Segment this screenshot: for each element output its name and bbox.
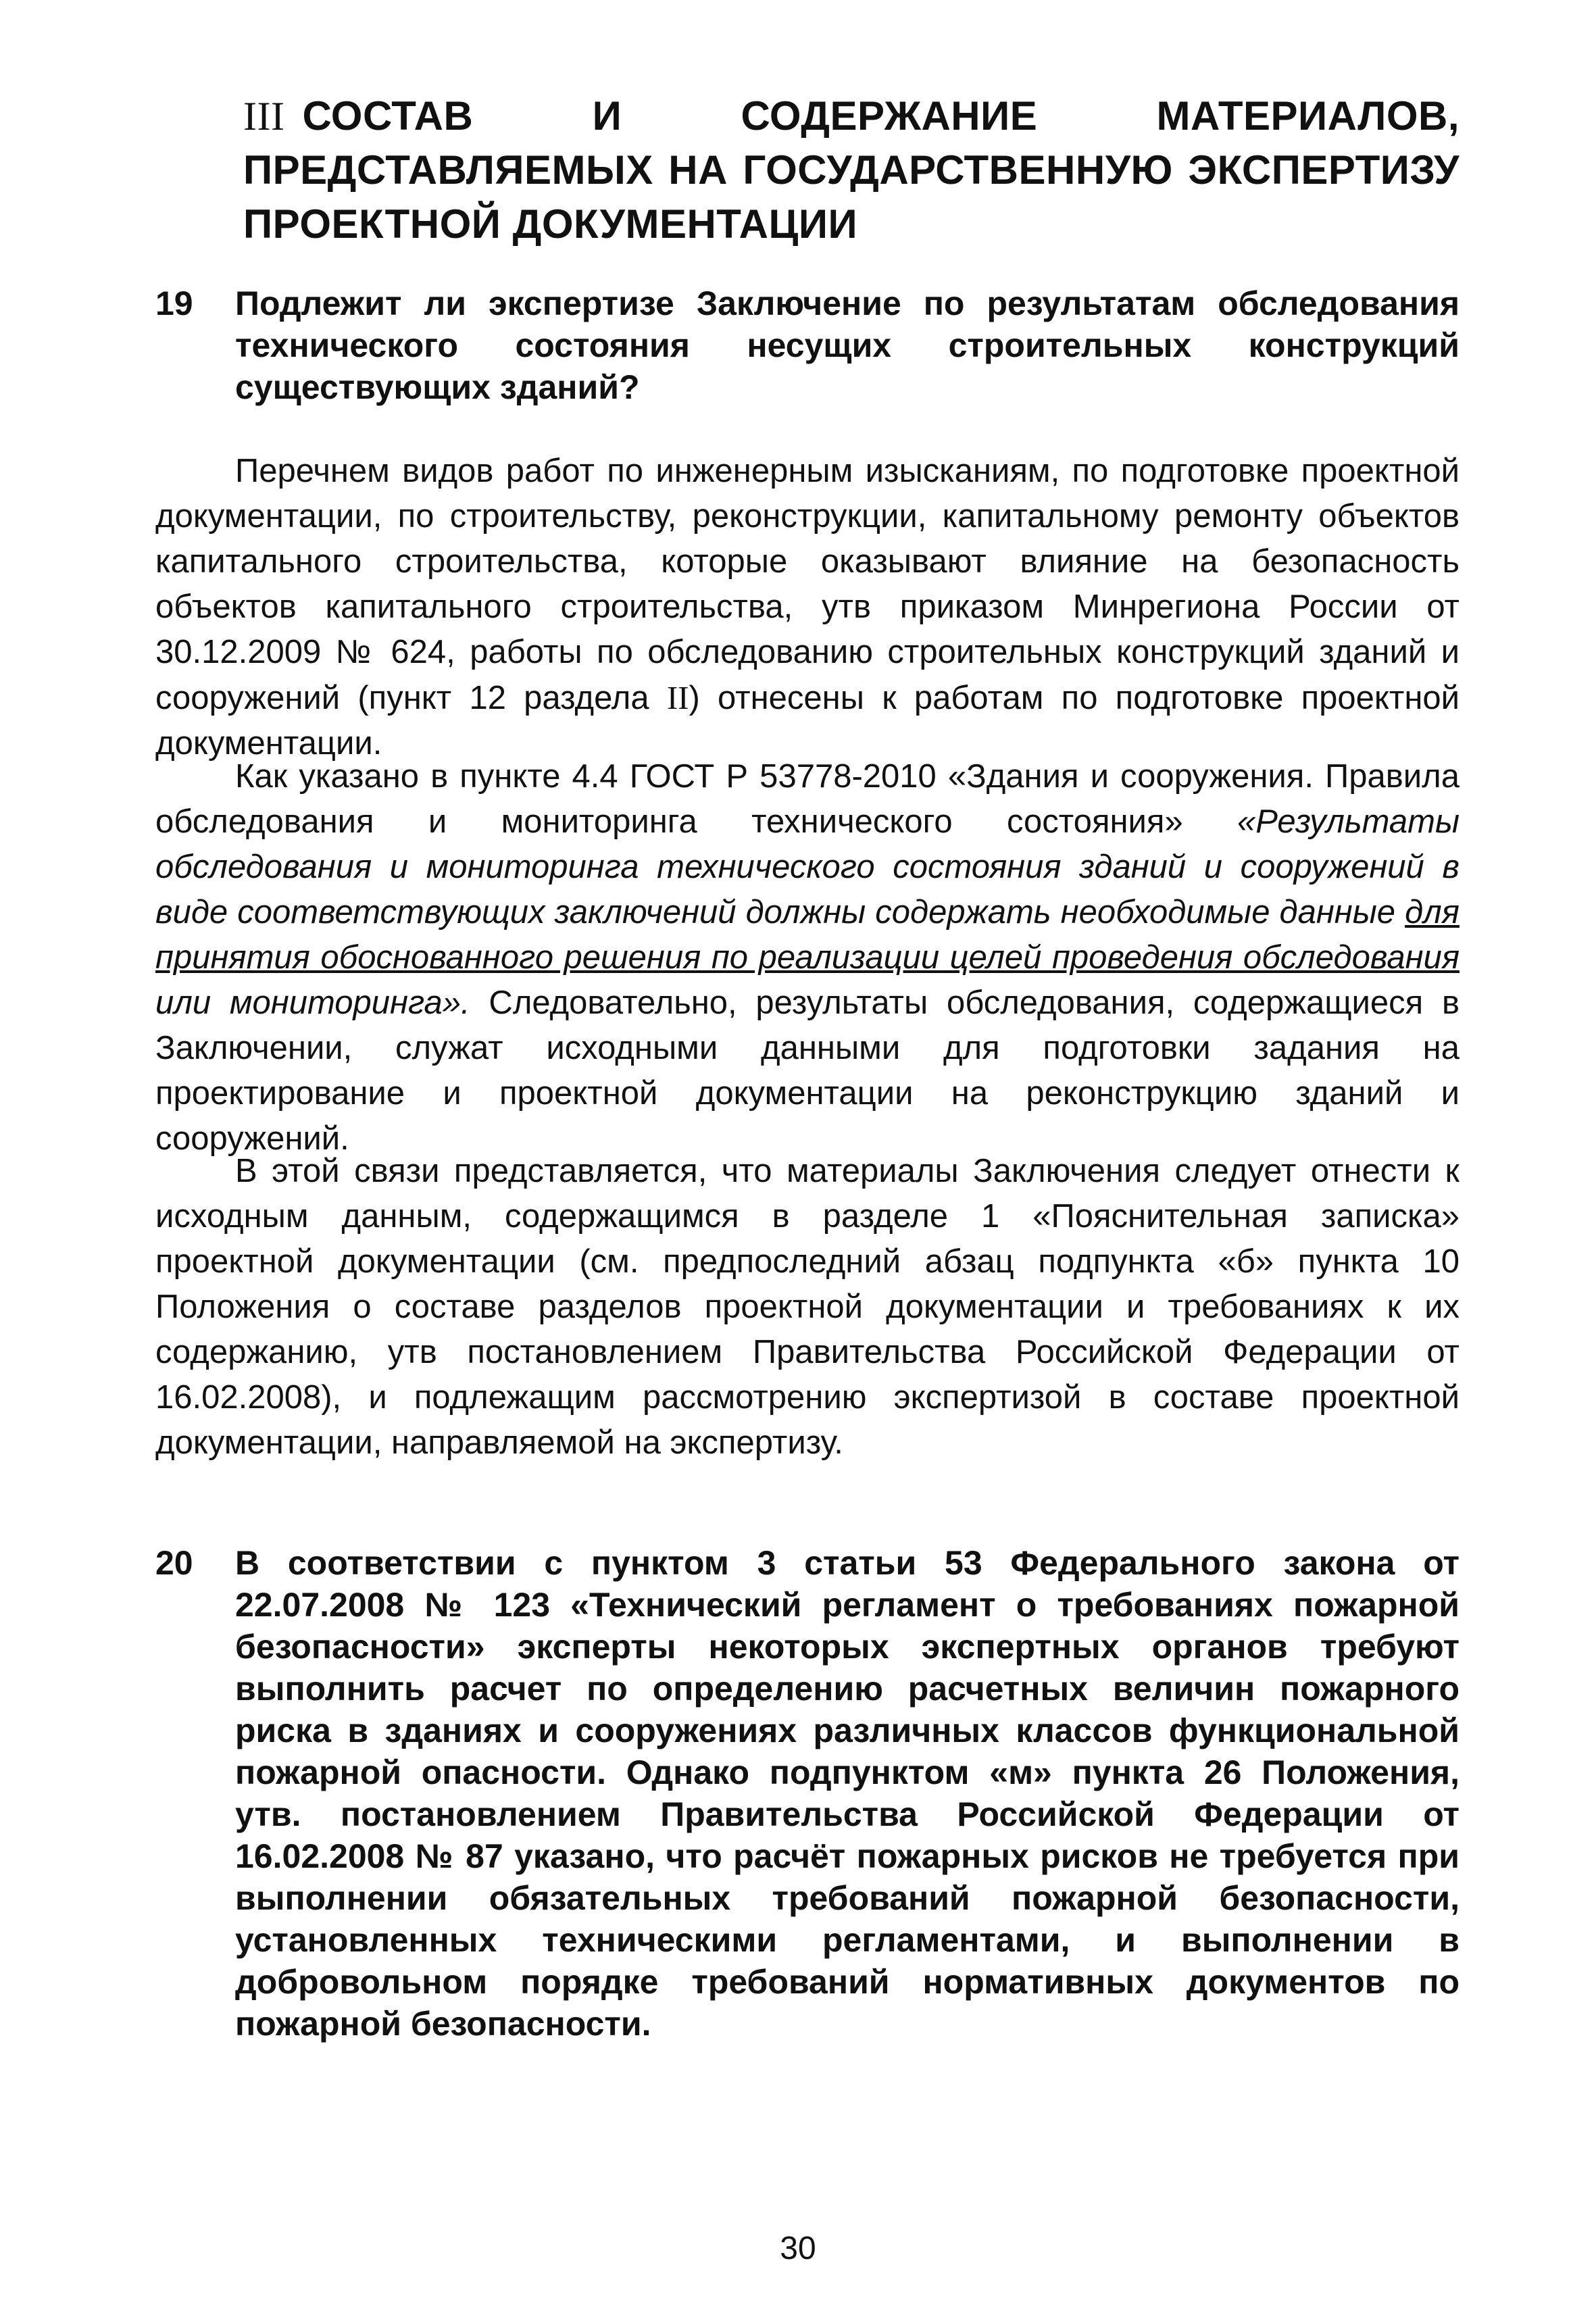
page-number: 30 bbox=[780, 2231, 816, 2266]
roman-numeral: II bbox=[666, 679, 689, 716]
question-text: Подлежит ли экспертизе Заключение по результатам обследования технического состояния несущих строительных конструкций существующих зданий? bbox=[235, 284, 1460, 406]
question-number: 19 bbox=[155, 284, 193, 322]
paragraph-text: ) отнесены к работам по подготовке проектной документации. bbox=[155, 680, 1460, 762]
quote-text: «Результаты обследования и мониторинга технического состояния зданий и сооружений в виде соответствующих заключений должны содержать необходимые данные bbox=[155, 803, 1460, 930]
quote-text: или мониторинга». bbox=[155, 985, 470, 1021]
answer-19-paragraph-3: В этой связи представляется, что материалы Заключения следует отнести к исходным данным, содержащимся в разделе 1 «Пояснительная записка» проектной документации (см. предпоследний абзац подпункта «б» пункта 10 Положения о составе разделов проектной документации и требованиях к их содержанию, утв постановлением Правительства Российской Федерации от 16.02.2008), и подлежащим рассмотрению экспертизой в составе проектной документации, направляемой на экспертизу. bbox=[155, 1153, 1460, 1461]
question-20 bbox=[155, 1542, 1460, 2045]
section-heading bbox=[243, 89, 1460, 251]
section-numeral: III bbox=[243, 94, 285, 139]
paragraph-text: Как указано в пункте 4.4 ГОСТ Р 53778-2010 «Здания и сооружения. Правила обследования и мониторинга технического состояния» bbox=[155, 758, 1460, 840]
paragraph-text: Перечнем видов работ по инженерным изысканиям, по подготовке проектной документации, по строительству, реконструкции, капитальному ремонту объектов капитального строительства, которые оказывают влияние на безопасность объектов капитального строительства, утв приказом Минрегиона России от 30.12.2009 № 624, работы по обследованию строительных конструкций зданий и сооружений (пункт 12 раздела bbox=[155, 453, 1460, 716]
question-number: 20 bbox=[155, 1544, 193, 1582]
question-19 bbox=[155, 282, 1460, 408]
section-title-text: СОСТАВ И СОДЕРЖАНИЕ МАТЕРИАЛОВ, ПРЕДСТАВЛЯЕМЫХ НА ГОСУДАРСТВЕННУЮ ЭКСПЕРТИЗУ ПРОЕКТНОЙ ДОКУМЕНТАЦИИ bbox=[243, 93, 1460, 247]
quote-underlined-text: для принятия обоснованного решения по реализации целей проведения обследования bbox=[155, 894, 1460, 976]
question-text: В соответствии с пунктом 3 статьи 53 Федерального закона от 22.07.2008 № 123 «Технический регламент о требованиях пожарной безопасности» эксперты некоторых экспертных органов требуют выполнить расчет по определению расчетных величин пожарного риска в зданиях и сооружениях различных классов функциональной пожарной опасности. Однако подпунктом «м» пункта 26 Положения, утв. постановлением Правительства Российской Федерации от 16.02.2008 № 87 указано, что расчёт пожарных рисков не требуется при выполнении обязательных требований пожарной безопасности, установленных техническими регламентами, и выполнении в добровольном порядке требований нормативных документов по пожарной безопасности. bbox=[235, 1544, 1460, 2043]
answer-19-paragraph-1 bbox=[155, 449, 1460, 766]
answer-19-paragraph-2 bbox=[155, 754, 1460, 1162]
paragraph-text: Следовательно, результаты обследования, содержащиеся в Заключении, служат исходными данными для подготовки задания на проектирование и проектной документации на реконструкцию зданий и сооружений. bbox=[155, 985, 1460, 1157]
